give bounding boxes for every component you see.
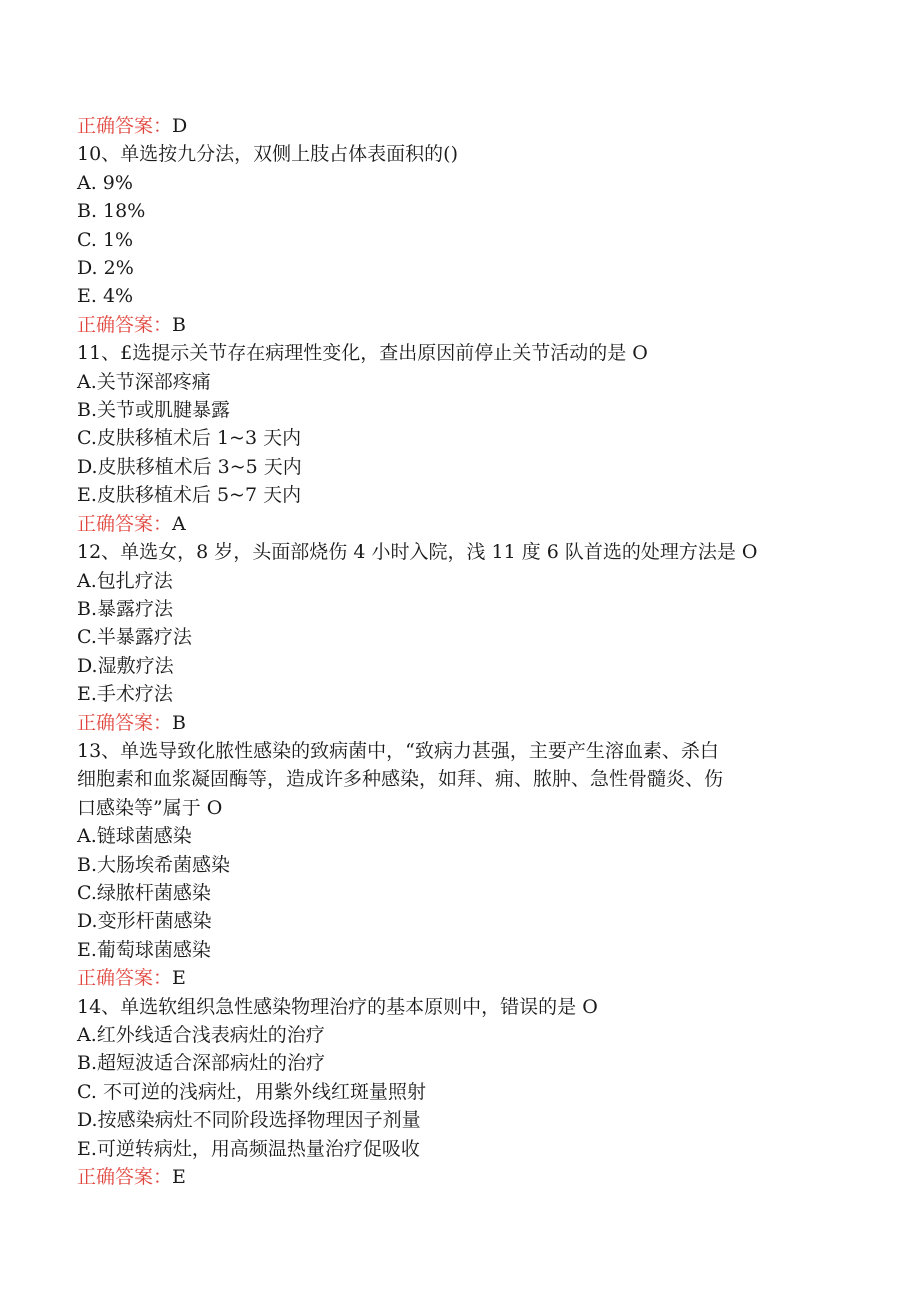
option-c: C.绿脓杆菌感染 [77,881,211,904]
answer-line [77,311,867,339]
option-a: A.红外线适合浅表病灶的治疗 [77,1024,325,1046]
option-a: A.链球菌感染 [77,825,192,848]
option-a: A.关节深部疼痛 [77,370,211,393]
option-e: E.皮肤移植术后 5~7 天内 [77,484,302,507]
answer-value: B [172,313,186,336]
answer-value: E [172,1166,186,1189]
answer-value: A [172,512,186,535]
option-d: D.湿敷疗法 [77,654,174,677]
answer-line [77,1163,867,1191]
option-b: B.暴露疗法 [77,597,174,620]
question-text: 11、£选提示关节存在病理性变化，查出原因前停止关节活动的是 O [77,342,648,365]
answer-value: E [172,967,186,990]
question-text-line: 13、单选导致化脓性感染的致病菌中，“致病力甚强，主要产生溶血素、杀白 [77,739,719,762]
option-b: B.超短波适合深部病灶的治疗 [77,1052,326,1075]
option-b: B. 18% [77,200,146,223]
answer-line [77,964,867,992]
question-document [77,112,867,1191]
option-e: E.可逆转病灶，用高频温热量治疗促吸收 [77,1137,420,1160]
answer-label: 正确答案： [77,711,173,734]
question-text-line: 口感染等”属于 O [77,796,223,819]
answer-value: B [172,711,186,734]
option-d: D. 2% [77,257,134,280]
option-d: D.按感染病灶不同阶段选择物理因子剂量 [77,1109,421,1132]
answer-value: D [172,115,188,137]
answer-label: 正确答案： [77,512,173,535]
answer-label: 正确答案： [77,1166,173,1189]
option-b: B.大肠埃希菌感染 [77,853,231,876]
question-text: 12、单选女，8 岁，头面部烧伤 4 小时入院，浅 11 度 6 队首选的处理方法是 O [77,541,758,564]
answer-line [77,510,867,538]
option-e: E.葡萄球菌感染 [77,938,211,961]
question-text: 14、单选软组织急性感染物理治疗的基本原则中，错误的是 O [77,995,598,1018]
option-c: C.皮肤移植术后 1~3 天内 [77,427,302,450]
answer-line [77,709,867,737]
answer-line [77,112,867,140]
question-text: 10、单选按九分法，双侧上肢占体表面积的() [77,143,459,166]
option-e: E.手术疗法 [77,683,173,706]
answer-label: 正确答案： [77,313,173,336]
option-b: B.关节或肌腱暴露 [77,399,231,422]
answer-label: 正确答案： [77,115,173,137]
option-c: C.半暴露疗法 [77,626,192,649]
answer-label: 正确答案： [77,967,173,990]
option-e: E. 4% [77,285,134,308]
option-a: A.包扎疗法 [77,569,173,592]
option-d: D.变形杆菌感染 [77,910,212,933]
option-a: A. 9% [77,171,133,194]
option-c: C. 1% [77,228,134,251]
question-text-line: 细胞素和血浆凝固酶等，造成许多种感染，如拜、痈、脓肿、急性骨髓炎、伤 [77,768,724,791]
option-c: C. 不可逆的浅病灶，用紫外线红斑量照射 [77,1080,426,1103]
option-d: D.皮肤移植术后 3~5 天内 [77,455,302,478]
